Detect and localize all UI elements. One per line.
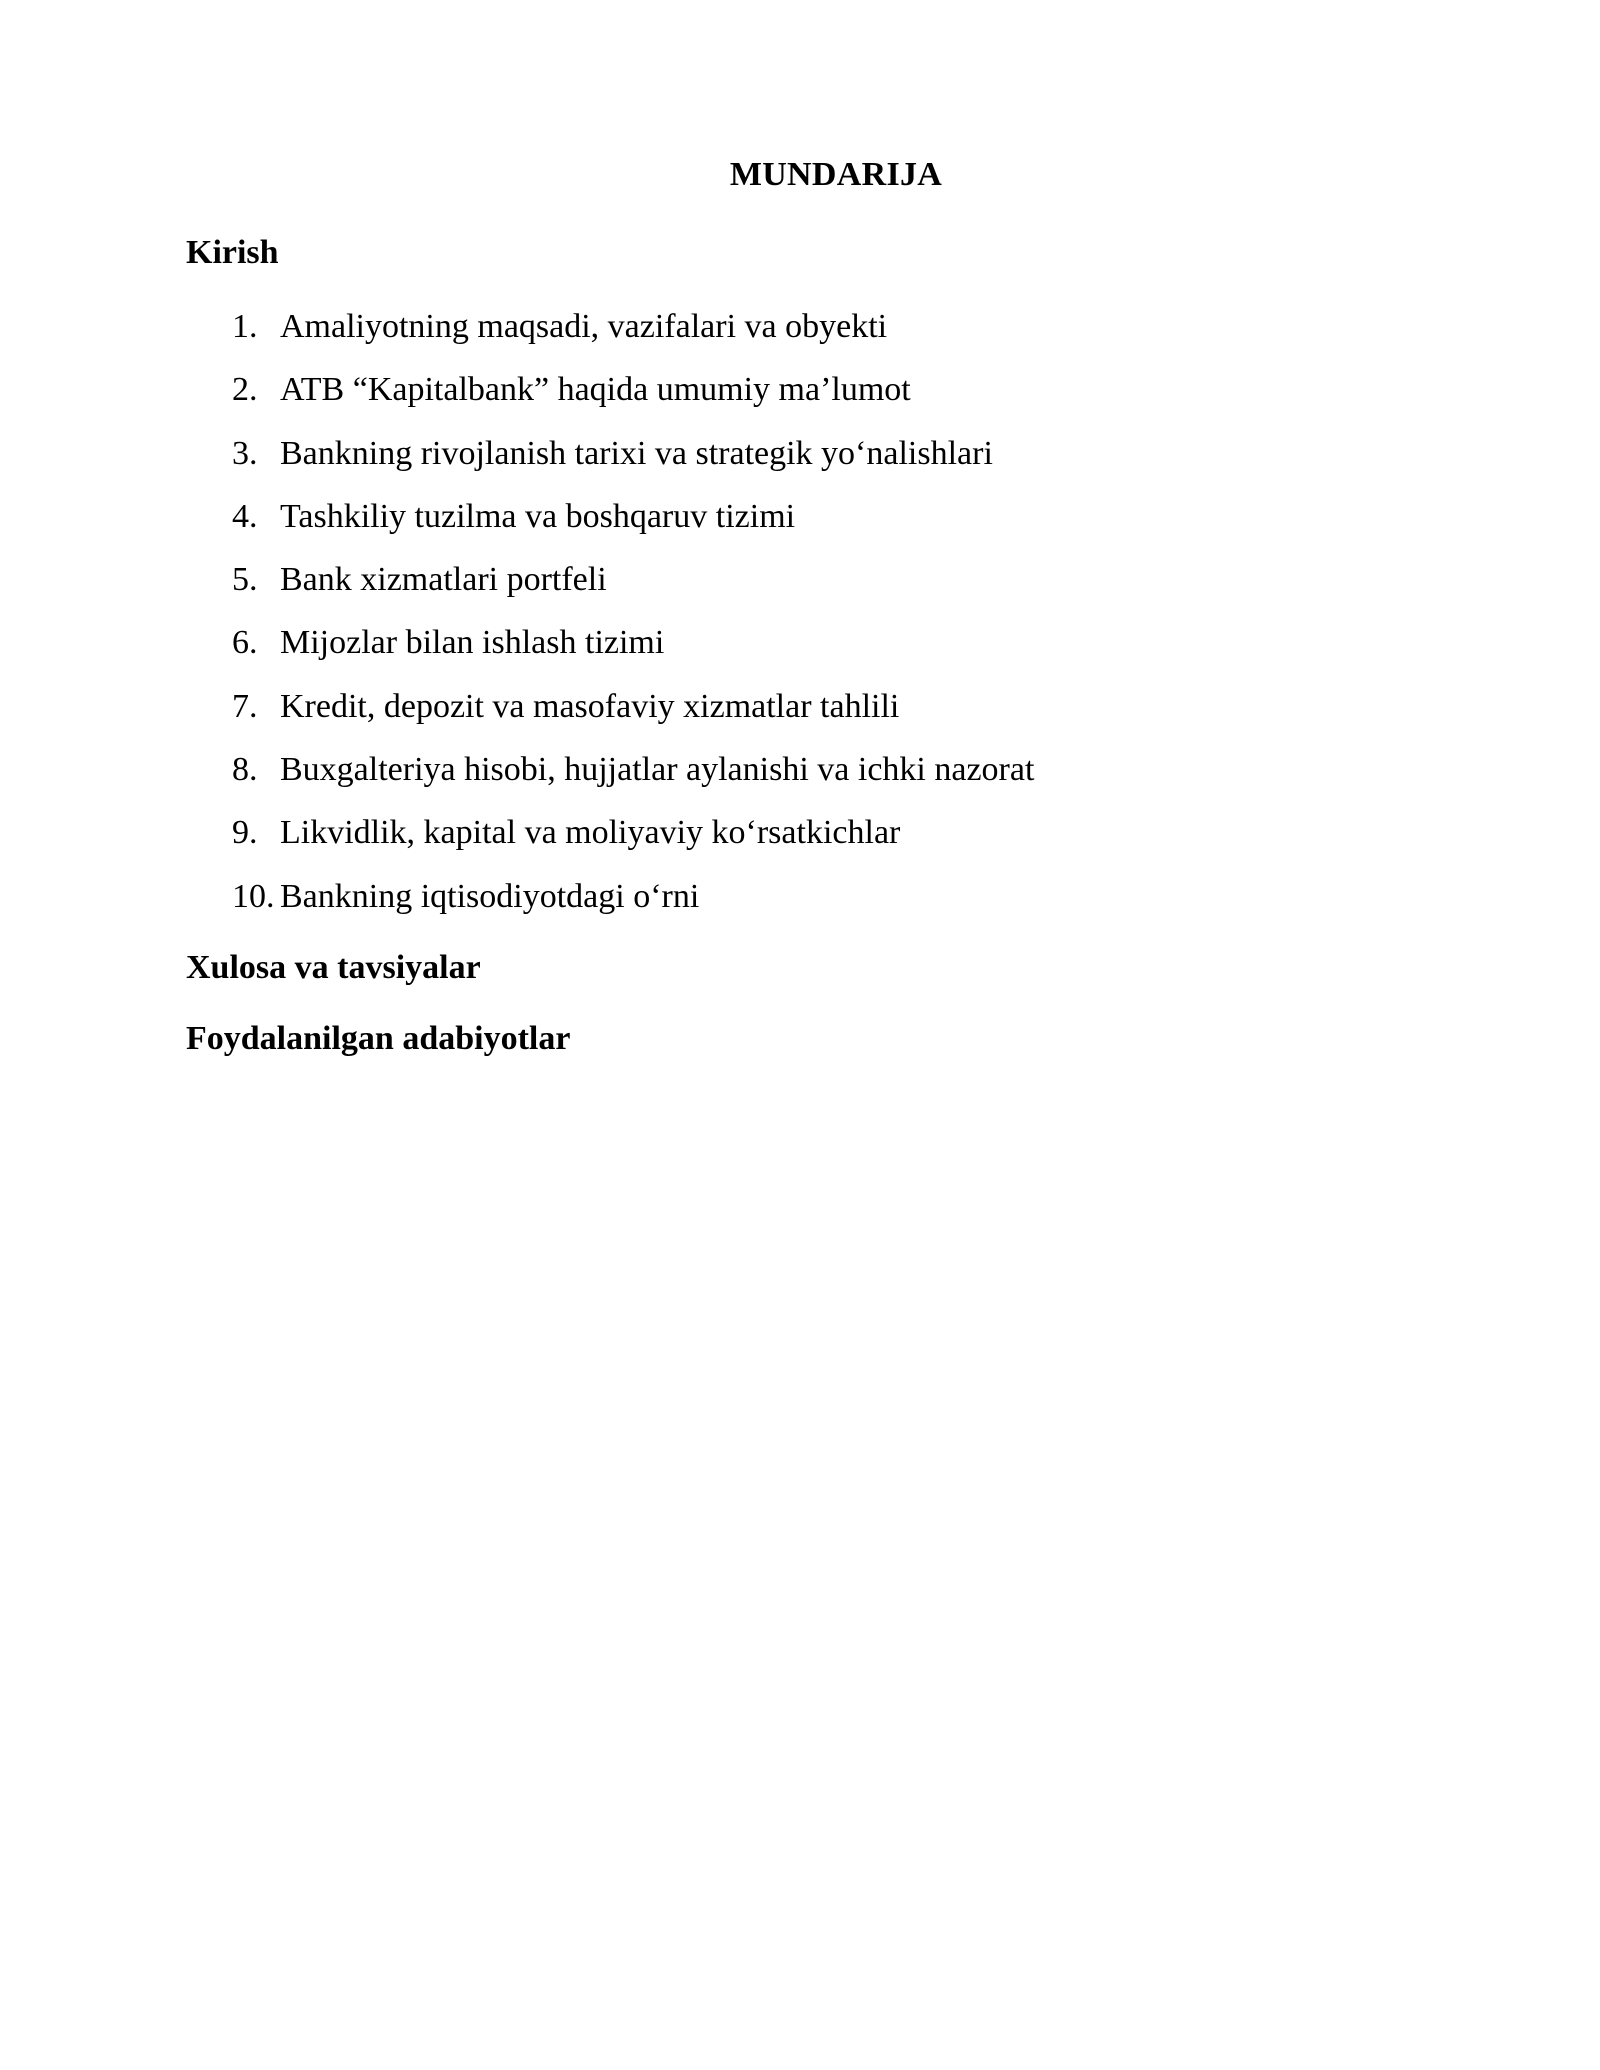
toc-item-number: 9. bbox=[232, 814, 258, 852]
toc-item-number: 8. bbox=[232, 751, 258, 789]
toc-item bbox=[0, 560, 1600, 623]
toc-item-number: 6. bbox=[232, 624, 258, 662]
toc-item-text: Mijozlar bilan ishlash tizimi bbox=[280, 624, 665, 662]
toc-item-text: Bankning rivojlanish tarixi va strategik yo‘nalishlari bbox=[280, 434, 993, 472]
toc-item bbox=[0, 370, 1600, 433]
toc-item bbox=[0, 813, 1600, 876]
toc-item bbox=[0, 687, 1600, 750]
toc-item-number: 3. bbox=[232, 434, 258, 472]
toc-item-number: 10. bbox=[232, 877, 275, 915]
toc-item-text: Kredit, depozit va masofaviy xizmatlar tahlili bbox=[280, 687, 900, 725]
toc-item-number: 5. bbox=[232, 561, 258, 599]
toc-item-text: Bank xizmatlari portfeli bbox=[280, 561, 607, 599]
toc-item-text: Likvidlik, kapital va moliyaviy ko‘rsatkichlar bbox=[280, 814, 901, 852]
toc-item-text: ATB “Kapitalbank” haqida umumiy ma’lumot bbox=[280, 371, 911, 409]
toc-item bbox=[0, 877, 1600, 940]
toc-item bbox=[0, 307, 1600, 370]
toc-item bbox=[0, 497, 1600, 560]
toc-item bbox=[0, 623, 1600, 686]
toc-item-text: Bankning iqtisodiyotdagi o‘rni bbox=[280, 877, 700, 915]
toc-item-number: 4. bbox=[232, 497, 258, 535]
toc-item-text: Tashkiliy tuzilma va boshqaruv tizimi bbox=[280, 497, 796, 535]
toc-item-number: 7. bbox=[232, 687, 258, 725]
table-of-contents-list bbox=[0, 307, 1600, 940]
references-heading: Foydalanilgan adabiyotlar bbox=[186, 1020, 571, 1057]
intro-heading: Kirish bbox=[186, 234, 279, 271]
toc-item-text: Amaliyotning maqsadi, vazifalari va obyekti bbox=[280, 308, 888, 345]
toc-item-number: 1. bbox=[232, 308, 258, 345]
toc-item bbox=[0, 750, 1600, 813]
page-title: MUNDARIJA bbox=[729, 156, 943, 193]
toc-item-text: Buxgalteriya hisobi, hujjatlar aylanishi va ichki nazorat bbox=[280, 751, 1035, 789]
toc-item bbox=[0, 434, 1600, 497]
conclusion-heading: Xulosa va tavsiyalar bbox=[186, 949, 481, 986]
toc-item-number: 2. bbox=[232, 371, 258, 409]
